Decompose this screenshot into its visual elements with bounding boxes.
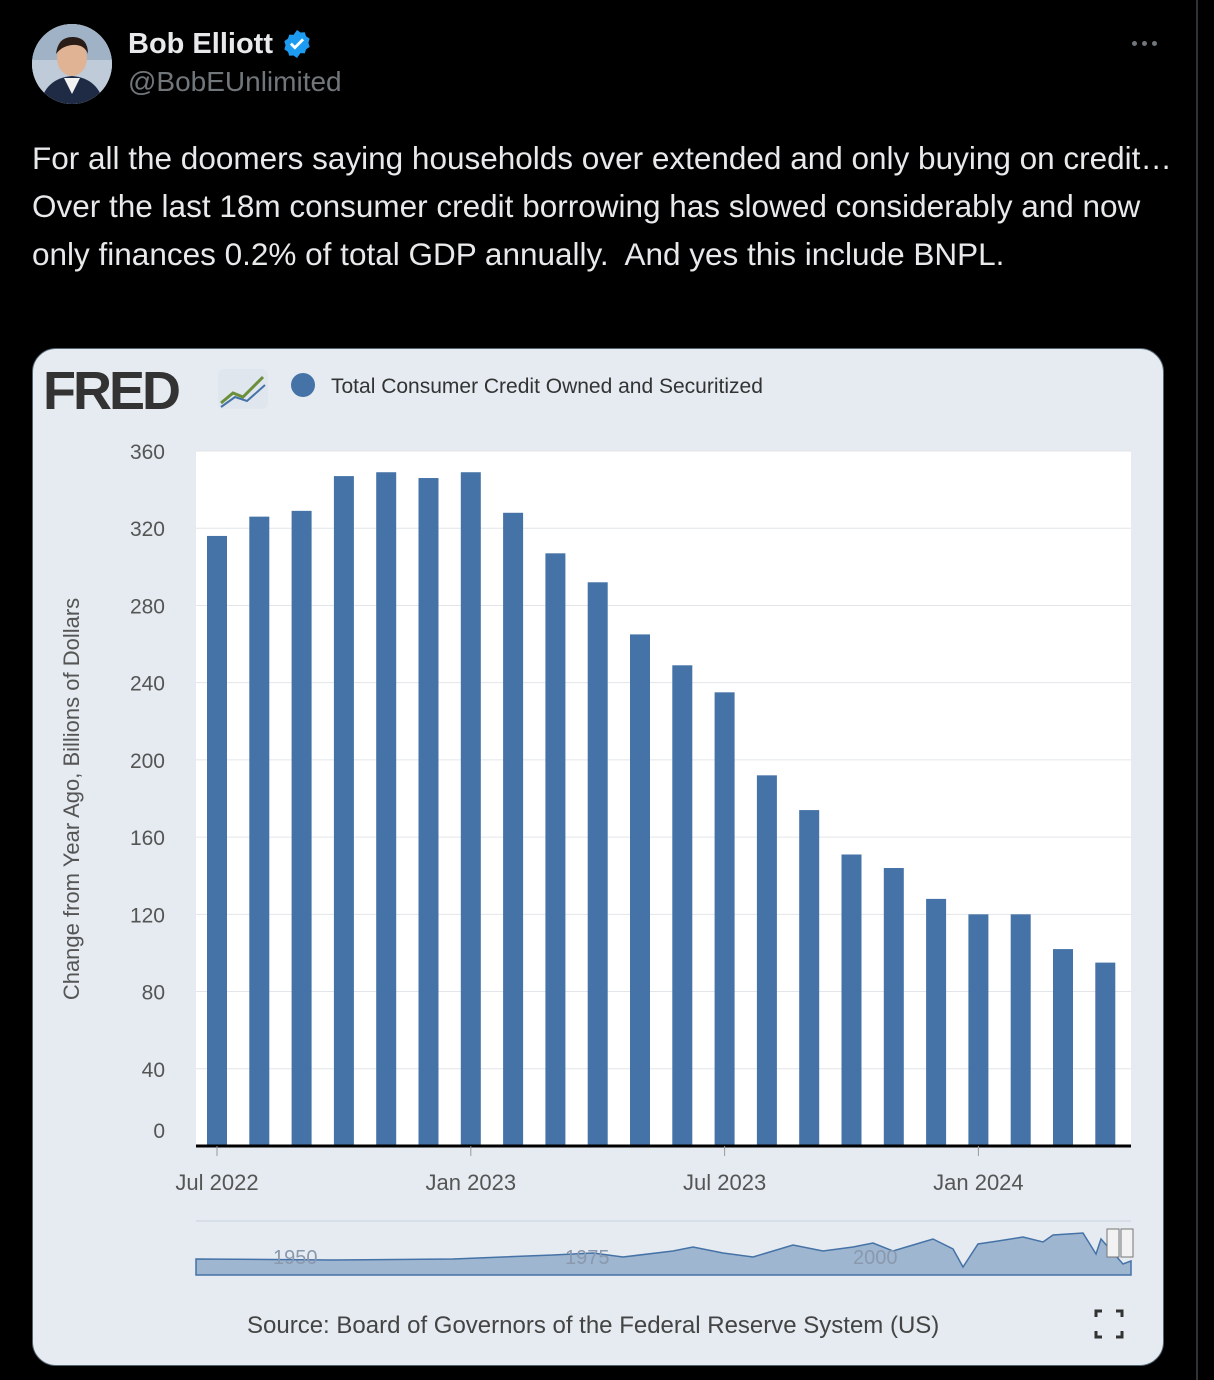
y-tick-label: 40 <box>141 1058 165 1082</box>
bar[interactable] <box>1095 963 1115 1146</box>
author-row <box>128 24 313 64</box>
navigator-handle-right[interactable] <box>1121 1229 1133 1257</box>
source-note: Source: Board of Governors of the Federal Reserve System (US) <box>247 1312 940 1339</box>
bar[interactable] <box>968 914 988 1146</box>
timeline-border <box>1196 0 1198 1380</box>
range-navigator[interactable] <box>196 1221 1133 1275</box>
bar[interactable] <box>757 775 777 1146</box>
bar[interactable] <box>588 582 608 1146</box>
more-options-icon[interactable] <box>1126 28 1162 58</box>
bar[interactable] <box>630 634 650 1146</box>
navigator-year-label: 2000 <box>853 1247 898 1269</box>
bar[interactable] <box>884 868 904 1146</box>
bar[interactable] <box>1011 914 1031 1146</box>
y-tick-label: 280 <box>129 595 165 619</box>
y-tick-label: 240 <box>129 672 165 696</box>
y-tick-label: 200 <box>129 749 165 773</box>
post-text: For all the doomers saying households over extended and only buying on credit… Over the last 18m consumer credit borrowing has slowed considerably and now only finances 0.2% of total GDP annually. And yes this include BNPL. <box>32 140 1181 272</box>
x-tick-label: Jul 2023 <box>683 1170 767 1195</box>
fullscreen-icon[interactable] <box>1096 1311 1122 1337</box>
bar[interactable] <box>419 478 439 1146</box>
chart-card[interactable] <box>32 348 1164 1366</box>
avatar-image <box>32 24 112 104</box>
navigator-series <box>196 1233 1131 1275</box>
y-axis-label: Change from Year Ago, Billions of Dollars <box>59 597 84 1001</box>
y-tick-label: 360 <box>129 441 165 464</box>
y-tick-label: 120 <box>129 904 165 928</box>
bar[interactable] <box>334 476 354 1146</box>
bar[interactable] <box>672 665 692 1146</box>
bar[interactable] <box>461 472 481 1146</box>
author-avatar[interactable] <box>32 24 112 104</box>
bar[interactable] <box>715 692 735 1146</box>
bar[interactable] <box>842 854 862 1146</box>
bar[interactable] <box>799 810 819 1146</box>
y-tick-label: 320 <box>129 518 165 542</box>
navigator-handle-left[interactable] <box>1107 1229 1119 1257</box>
navigator-year-label: 1950 <box>273 1247 318 1269</box>
fred-logo-icon <box>218 369 268 409</box>
bar[interactable] <box>503 513 523 1146</box>
navigator-year-label: 1975 <box>565 1247 610 1269</box>
legend-marker <box>291 373 315 397</box>
bar[interactable] <box>292 511 312 1146</box>
bar[interactable] <box>926 899 946 1146</box>
fred-logo: FRED <box>43 361 178 421</box>
verified-badge-icon <box>281 28 313 60</box>
y-tick-label: 160 <box>129 827 165 851</box>
fred-chart <box>33 349 1163 1365</box>
x-axis-ticks <box>175 1146 1023 1195</box>
bar[interactable] <box>1053 949 1073 1146</box>
bar[interactable] <box>249 517 269 1146</box>
author-handle[interactable]: @BobEUnlimited <box>128 66 342 97</box>
legend-label: Total Consumer Credit Owned and Securitized <box>331 375 763 398</box>
bar[interactable] <box>207 536 227 1146</box>
y-tick-label: 80 <box>141 981 165 1005</box>
author-name[interactable]: Bob Elliott <box>128 27 273 60</box>
y-axis-ticks <box>130 441 165 1143</box>
bar[interactable] <box>376 472 396 1146</box>
x-tick-label: Jan 2023 <box>425 1170 517 1195</box>
x-tick-label: Jan 2024 <box>933 1170 1024 1195</box>
bar[interactable] <box>545 553 565 1146</box>
y-tick-label: 0 <box>153 1120 165 1143</box>
x-tick-label: Jul 2022 <box>175 1170 259 1195</box>
